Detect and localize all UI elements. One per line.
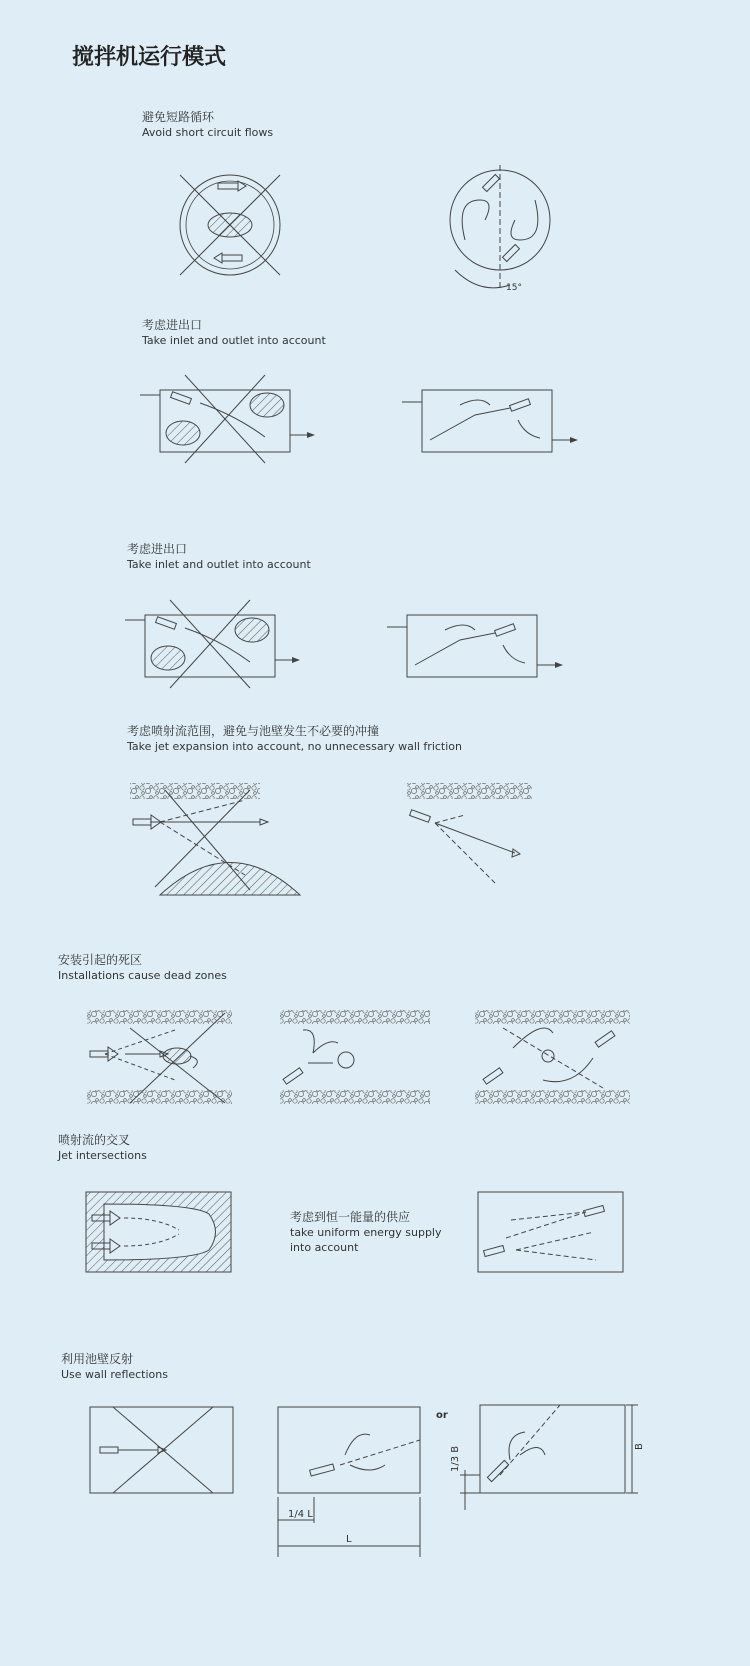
jet-expansion-good-diagram [405, 775, 540, 890]
wall-reflection-good-diagram-2 [450, 1400, 650, 1520]
energy-supply-note [290, 1210, 442, 1255]
mixer-icon [310, 1464, 335, 1476]
mixer-icon [484, 1246, 505, 1257]
third-breadth-label: 1/3 B [450, 1445, 461, 1472]
mixer-icon [171, 392, 192, 404]
mixer-icon [100, 1447, 118, 1453]
mixer-icon [510, 399, 531, 411]
mixer-icon [595, 1031, 615, 1047]
short-circuit-good-diagram [440, 160, 560, 300]
mixer-icon [156, 617, 177, 629]
mixer-icon [487, 1460, 508, 1481]
mixer-icon [283, 1068, 303, 1084]
mixer-icon [90, 1047, 118, 1061]
mixer-icon [495, 624, 516, 636]
length-label: L [346, 1534, 352, 1545]
or-label: or [436, 1410, 448, 1421]
section-title-en: Use wall reflections [61, 1368, 168, 1381]
section-inlet-outlet-2 [127, 542, 311, 572]
section-title-en: Jet intersections [58, 1149, 147, 1162]
section-title-en: Installations cause dead zones [58, 969, 227, 982]
section-title-zh: 考虑进出口 [127, 542, 188, 556]
jet-intersections-bad-diagram [84, 1190, 234, 1276]
mixer-icon [483, 1068, 503, 1084]
jet-intersections-good-diagram [476, 1190, 626, 1276]
section-title-en: Take inlet and outlet into account [142, 334, 326, 347]
dead-zone-bad-diagram [85, 1008, 235, 1108]
jet-expansion-bad-diagram [125, 775, 310, 895]
mixer-icon [214, 253, 242, 263]
section-title-zh: 安装引起的死区 [58, 953, 143, 967]
section-title-zh: 考虑喷射流范围，避免与池壁发生不必要的冲撞 [127, 724, 380, 738]
breadth-label: B [634, 1443, 645, 1450]
section-title-zh: 喷射流的交叉 [58, 1133, 131, 1147]
section-title-zh: 利用池壁反射 [61, 1352, 134, 1366]
inlet-outlet-good-diagram-1 [400, 380, 585, 460]
angle-label: 15° [506, 283, 522, 293]
section-wall-reflections [61, 1352, 168, 1382]
section-title-zh: 考虑进出口 [142, 318, 203, 332]
section-short-circuit [142, 110, 273, 140]
wall-reflection-good-diagram-1 [270, 1405, 425, 1560]
section-title-en: Take inlet and outlet into account [127, 558, 311, 571]
section-dead-zones [58, 953, 227, 983]
mixer-icon [584, 1206, 605, 1217]
inlet-outlet-good-diagram-2 [385, 605, 570, 685]
dead-zone-mid-diagram [278, 1008, 433, 1108]
energy-note-zh: 考虑到恒一能量的供应 [290, 1210, 411, 1224]
inlet-outlet-bad-diagram-2 [120, 600, 305, 690]
section-title-zh: 避免短路循环 [142, 110, 215, 124]
dead-zone-good-diagram [473, 1008, 633, 1108]
quarter-length-label: 1/4 L [288, 1509, 313, 1520]
section-inlet-outlet-1 [142, 318, 326, 348]
inlet-outlet-bad-diagram-1 [135, 375, 320, 465]
mixer-icon [410, 810, 431, 822]
section-jet-expansion [127, 724, 462, 754]
energy-note-en-line1: take uniform energy supply [290, 1226, 442, 1239]
short-circuit-bad-diagram [170, 165, 290, 285]
mixer-icon [483, 175, 500, 192]
section-title-en: Avoid short circuit flows [142, 126, 274, 139]
energy-note-en-line2: into account [290, 1241, 359, 1254]
mixer-icon [503, 245, 520, 262]
page-title: 搅拌机运行模式 [72, 45, 227, 70]
wall-reflection-bad-diagram [88, 1405, 236, 1497]
section-title-en: Take jet expansion into account, no unnecessary wall friction [127, 740, 463, 753]
section-jet-intersections [58, 1133, 147, 1163]
